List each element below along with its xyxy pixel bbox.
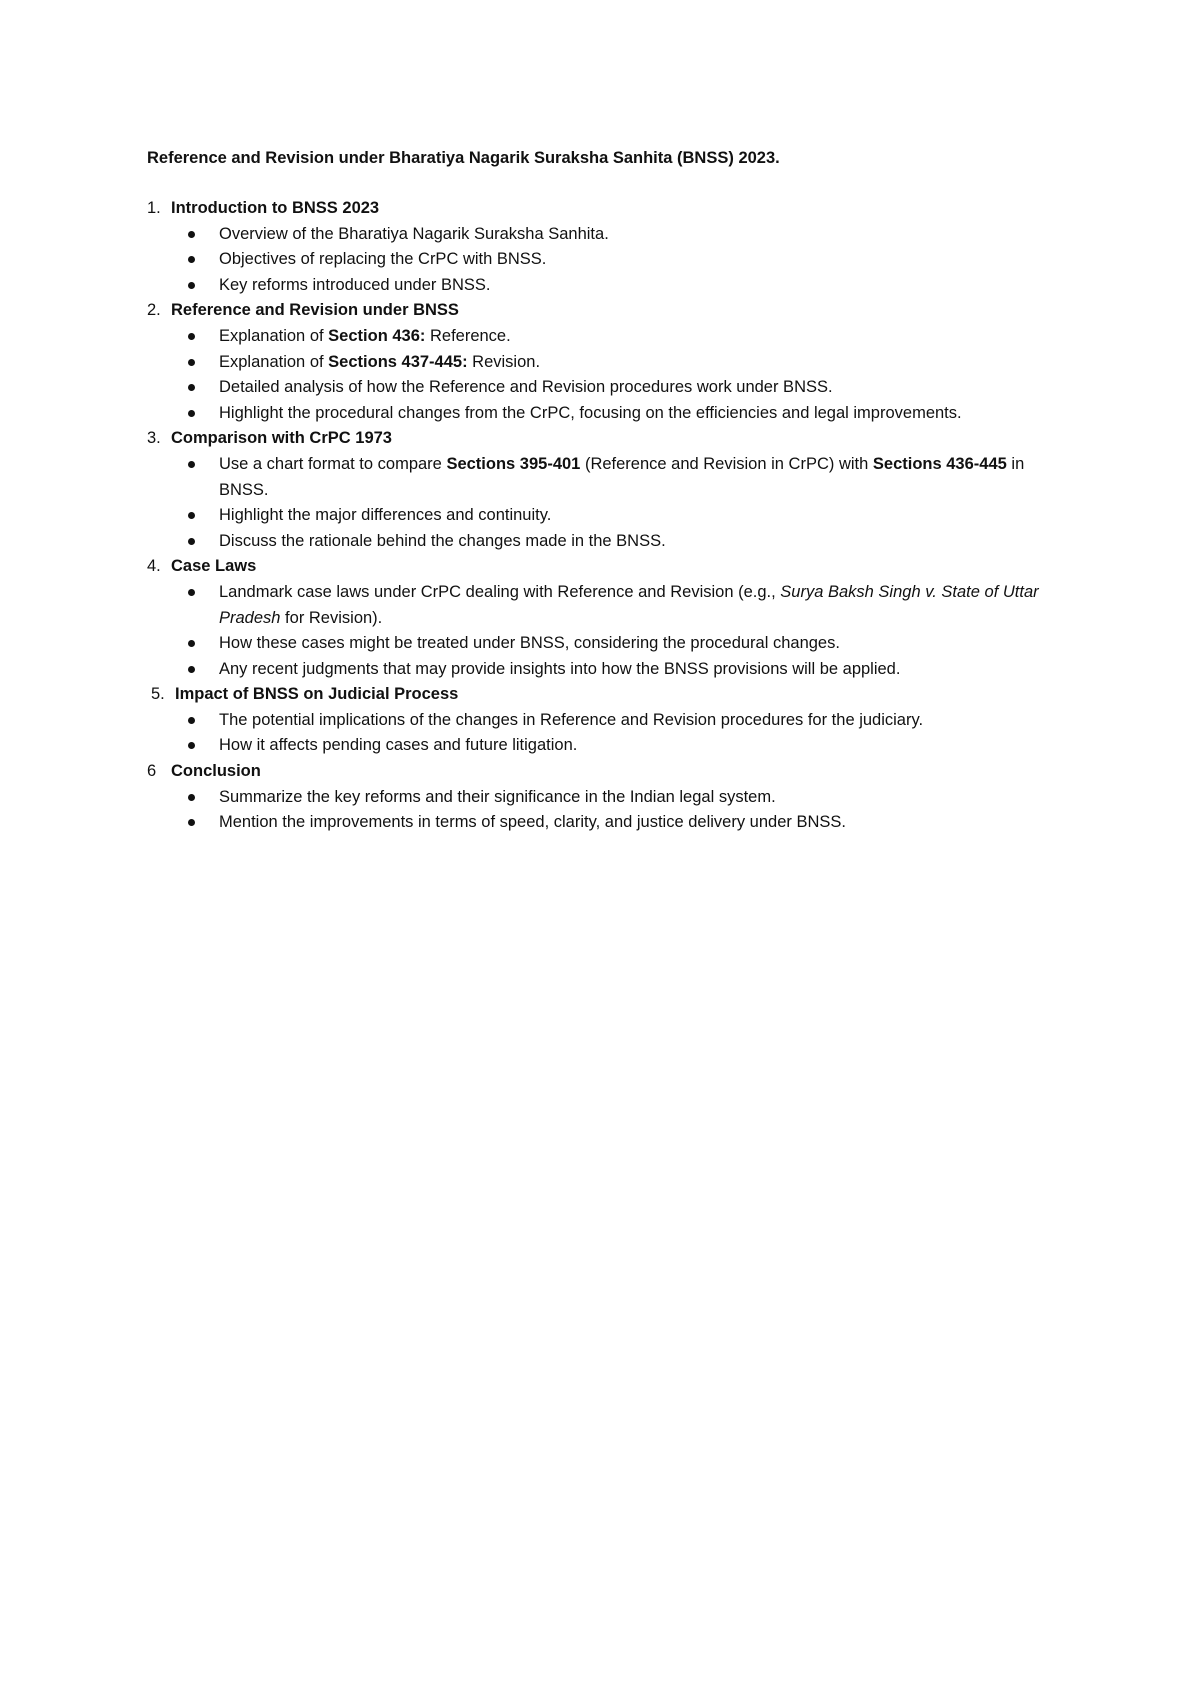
- document-outline: [147, 196, 1067, 836]
- bullet-item: [147, 733, 1067, 759]
- section-title: Comparison with CrPC 1973: [171, 429, 392, 448]
- bullet-dot-icon: [188, 640, 195, 647]
- bullet-text: Objectives of replacing the CrPC with BNSS.: [219, 250, 547, 269]
- bullet-list: [147, 580, 1067, 682]
- section-number: 6: [147, 762, 157, 781]
- bold-text: Sections 436-445: [872, 454, 1007, 473]
- bullet-text: for Revision).: [280, 608, 383, 627]
- bullet-text: (Reference and Revision in CrPC) with: [580, 454, 873, 473]
- bullet-item: [147, 375, 1067, 401]
- bullet-dot-icon: [188, 282, 195, 289]
- bullet-item: [147, 324, 1067, 350]
- bullet-dot-icon: [188, 717, 195, 724]
- bullet-dot-icon: [188, 666, 195, 673]
- bullet-item: [147, 810, 1067, 836]
- bullet-item: [147, 708, 1067, 734]
- bullet-item: [147, 452, 1067, 503]
- bullet-item: [147, 631, 1067, 657]
- section-number: 4.: [147, 557, 161, 576]
- bullet-list: [147, 222, 1067, 299]
- bullet-dot-icon: [188, 589, 195, 596]
- bullet-text: Summarize the key reforms and their significance in the Indian legal system.: [219, 787, 776, 806]
- outline-section: [147, 554, 1067, 682]
- bullet-text: Highlight the major differences and continuity.: [219, 506, 552, 525]
- bullet-item: [147, 350, 1067, 376]
- section-title: Introduction to BNSS 2023: [171, 199, 380, 217]
- bullet-dot-icon: [188, 512, 195, 519]
- bullet-dot-icon: [188, 384, 195, 391]
- section-title: Impact of BNSS on Judicial Process: [175, 685, 459, 704]
- section-heading: [147, 682, 1067, 708]
- bullet-list: [147, 324, 1067, 426]
- bold-text: Sections 437-445:: [328, 352, 468, 371]
- bullet-dot-icon: [188, 410, 195, 417]
- section-number: 3.: [147, 429, 161, 448]
- bullet-dot-icon: [188, 231, 195, 238]
- bullet-text: Use a chart format to compare: [219, 454, 447, 473]
- outline-section: [147, 196, 1067, 298]
- bullet-dot-icon: [188, 819, 195, 826]
- bullet-item: [147, 529, 1067, 555]
- bullet-item: [147, 503, 1067, 529]
- bullet-text: Explanation of: [219, 352, 329, 371]
- bullet-list: [147, 785, 1067, 836]
- bullet-dot-icon: [188, 359, 195, 366]
- bold-text: Sections 395-401: [446, 454, 581, 473]
- bullet-text: Mention the improvements in terms of speed, clarity, and justice delivery under BNSS.: [219, 813, 846, 832]
- outline-section: [147, 426, 1067, 554]
- bullet-text: Key reforms introduced under BNSS.: [219, 275, 491, 294]
- section-number: 2.: [147, 301, 161, 320]
- section-heading: [147, 298, 1067, 324]
- section-title: Reference and Revision under BNSS: [171, 301, 459, 320]
- bullet-item: [147, 273, 1067, 299]
- outline-section: [147, 298, 1067, 426]
- outline-section: [147, 682, 1067, 759]
- bullet-text: The potential implications of the changes in Reference and Revision procedures for the judiciary.: [219, 710, 924, 729]
- section-title: Case Laws: [171, 557, 257, 576]
- bold-text: Section 436:: [328, 326, 426, 345]
- bullet-dot-icon: [188, 794, 195, 801]
- bullet-text: Revision.: [467, 352, 541, 371]
- bullet-text: Detailed analysis of how the Reference and Revision procedures work under BNSS.: [219, 378, 833, 397]
- section-title: Conclusion: [171, 762, 261, 781]
- section-heading: [147, 426, 1067, 452]
- bullet-text: Any recent judgments that may provide insights into how the BNSS provisions will be applied.: [219, 659, 901, 678]
- bullet-item: [147, 247, 1067, 273]
- bullet-dot-icon: [188, 538, 195, 545]
- section-number: 5.: [151, 685, 165, 704]
- section-heading: [147, 554, 1067, 580]
- bullet-list: [147, 708, 1067, 759]
- bullet-item: [147, 222, 1067, 248]
- bullet-item: [147, 657, 1067, 683]
- bullet-text: Landmark case laws under CrPC dealing with Reference and Revision (e.g.,: [219, 582, 781, 601]
- bullet-text: Discuss the rationale behind the changes made in the BNSS.: [219, 531, 666, 550]
- italic-text: Surya Baksh Singh v. State of Uttar Pradesh: [219, 582, 1039, 627]
- bullet-item: [147, 401, 1067, 427]
- bullet-text: Overview of the Bharatiya Nagarik Suraksha Sanhita.: [219, 224, 609, 243]
- bullet-text: in BNSS.: [219, 454, 1025, 499]
- section-number: 1.: [147, 199, 161, 217]
- bullet-text: How it affects pending cases and future litigation.: [219, 736, 578, 755]
- section-heading: [147, 759, 1067, 785]
- bullet-text: Explanation of: [219, 326, 329, 345]
- bullet-item: [147, 580, 1067, 631]
- bullet-dot-icon: [188, 256, 195, 263]
- bullet-item: [147, 785, 1067, 811]
- bullet-text: Reference.: [425, 326, 511, 345]
- bullet-dot-icon: [188, 333, 195, 340]
- outline-section: [147, 759, 1067, 836]
- bullet-dot-icon: [188, 461, 195, 468]
- bullet-dot-icon: [188, 742, 195, 749]
- bullet-text: Highlight the procedural changes from the CrPC, focusing on the efficiencies and legal improvements.: [219, 403, 962, 422]
- bullet-text: How these cases might be treated under BNSS, considering the procedural changes.: [219, 634, 840, 653]
- document-title: Reference and Revision under Bharatiya Nagarik Suraksha Sanhita (BNSS) 2023.: [147, 149, 780, 167]
- bullet-list: [147, 452, 1067, 554]
- section-heading: [147, 196, 1067, 222]
